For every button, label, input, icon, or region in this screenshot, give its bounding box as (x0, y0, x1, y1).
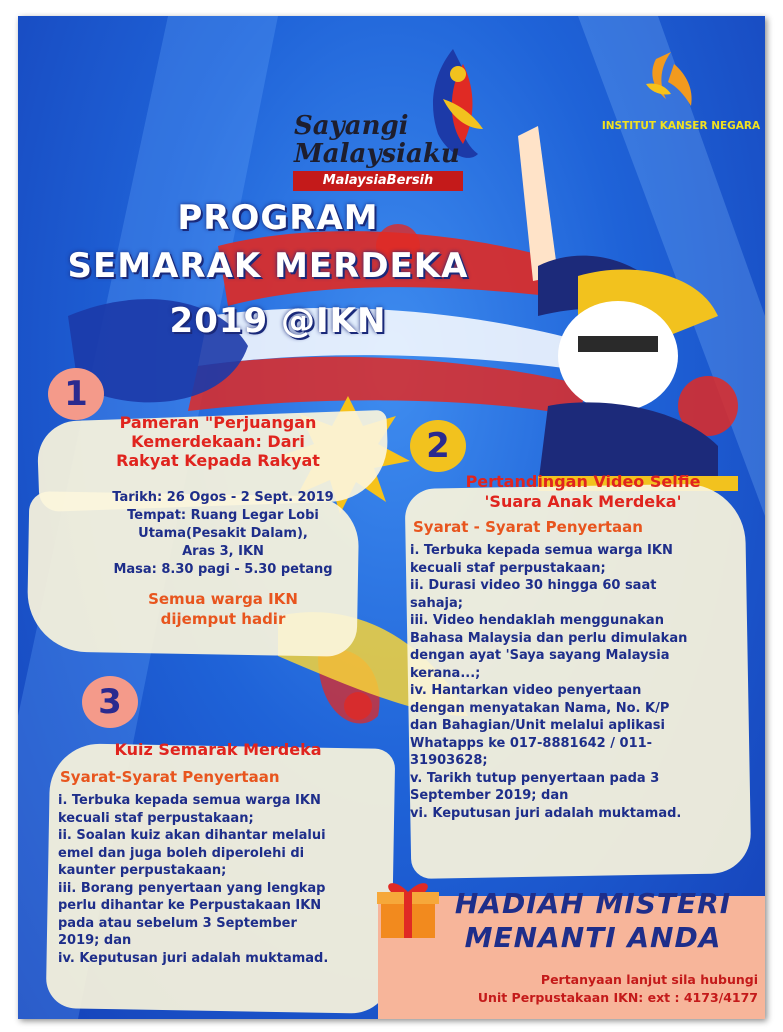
section2-heading-line1: Pertandingan Video Selfie (465, 472, 701, 491)
title-line3: 2019 @IKN (169, 301, 387, 341)
section3-line: iv. Keputusan juri adalah muktamad. (58, 950, 329, 966)
section1-invite-line1: Semua warga IKN (148, 590, 298, 608)
section3-line: emel dan juga boleh diperolehi di (58, 845, 305, 861)
section2-line: i. Terbuka kepada semua warga IKN (410, 543, 673, 558)
section2-line: kecuali staf perpustakaan; (410, 560, 606, 576)
section2-line: dengan menyatakan Nama, No. K/P (410, 700, 670, 716)
section2-line: iv. Hantarkan video penyertaan (410, 683, 642, 698)
section2-line: 31903628; (410, 753, 488, 768)
contact-line1: Pertanyaan lanjut sila hubungi (540, 972, 758, 987)
section3-line: pada atau sebelum 3 September (58, 915, 297, 931)
section1-heading-line3: Rakyat Kepada Rakyat (116, 451, 320, 470)
section1-heading-line1: Pameran "Perjuangan (119, 413, 317, 432)
sayangi-line2: Malaysiaku (294, 139, 460, 169)
section2-sub: Syarat - Syarat Penyertaan (413, 518, 643, 536)
section3-line: kecuali staf perpustakaan; (58, 810, 254, 826)
section2-line: iii. Video hendaklah menggunakan (410, 613, 664, 628)
title-line1: PROGRAM (177, 198, 379, 238)
title-line2: SEMARAK MERDEKA (67, 246, 469, 286)
prize-line1: HADIAH MISTERI (454, 887, 732, 920)
section3-list (58, 792, 388, 967)
section2-line: sahaja; (410, 595, 463, 611)
malaysia-bersih-badge: MalaysiaBersih (293, 171, 463, 191)
section2-line: dan Bahagian/Unit melalui aplikasi (410, 718, 665, 733)
section2-number: 2 (410, 420, 466, 472)
institute-name: INSTITUT KANSER NEGARA (601, 120, 761, 132)
section2-line: September 2019; dan (410, 788, 569, 803)
section1-time: Masa: 8.30 pagi - 5.30 petang (113, 562, 333, 577)
section2-line: v. Tarikh tutup penyertaan pada 3 (410, 770, 660, 786)
section2-line: Bahasa Malaysia dan perlu dimulakan (410, 630, 688, 646)
poster (18, 16, 765, 1019)
prize-line2: MENANTI ANDA (464, 921, 722, 954)
section2-line: ii. Durasi video 30 hingga 60 saat (410, 578, 657, 593)
section3-line: i. Terbuka kepada semua warga IKN (58, 793, 321, 808)
section1-date: Tarikh: 26 Ogos - 2 Sept. 2019 (112, 490, 334, 505)
section3-line: iii. Borang penyertaan yang lengkap (58, 880, 326, 896)
section3-number: 3 (82, 676, 138, 728)
section3-line: kaunter perpustakaan; (58, 863, 227, 878)
section1-place-line2: Utama(Pesakit Dalam), (138, 526, 308, 541)
section3-sub: Syarat-Syarat Penyertaan (60, 768, 280, 786)
section1-place-line1: Tempat: Ruang Legar Lobi (127, 508, 319, 523)
section2-line: vi. Keputusan juri adalah muktamad. (410, 805, 682, 821)
section2-line: kerana...; (410, 665, 481, 681)
sayangi-line1: Sayangi (294, 111, 409, 141)
section3-heading: Kuiz Semarak Merdeka (114, 740, 322, 759)
section2-line: dengan ayat 'Saya sayang Malaysia (410, 648, 670, 663)
section2-line: Whatapps ke 017-8881642 / 011- (410, 735, 653, 751)
section3-line: perlu dihantar ke Perpustakaan IKN (58, 898, 322, 913)
section3-line: ii. Soalan kuiz akan dihantar melalui (58, 828, 326, 843)
section2-heading-line2: 'Suara Anak Merdeka' (484, 492, 682, 511)
section1-heading-line2: Kemerdekaan: Dari (131, 432, 305, 451)
contact-line2: Unit Perpustakaan IKN: ext : 4173/4177 (477, 990, 758, 1005)
section1-number: 1 (48, 368, 104, 420)
section1-place-line3: Aras 3, IKN (182, 544, 264, 559)
section2-list (410, 542, 750, 822)
section1-invite-line2: dijemput hadir (160, 610, 286, 628)
section3-line: 2019; dan (58, 933, 132, 948)
institut-kanser-negara-logo-icon (636, 44, 706, 114)
